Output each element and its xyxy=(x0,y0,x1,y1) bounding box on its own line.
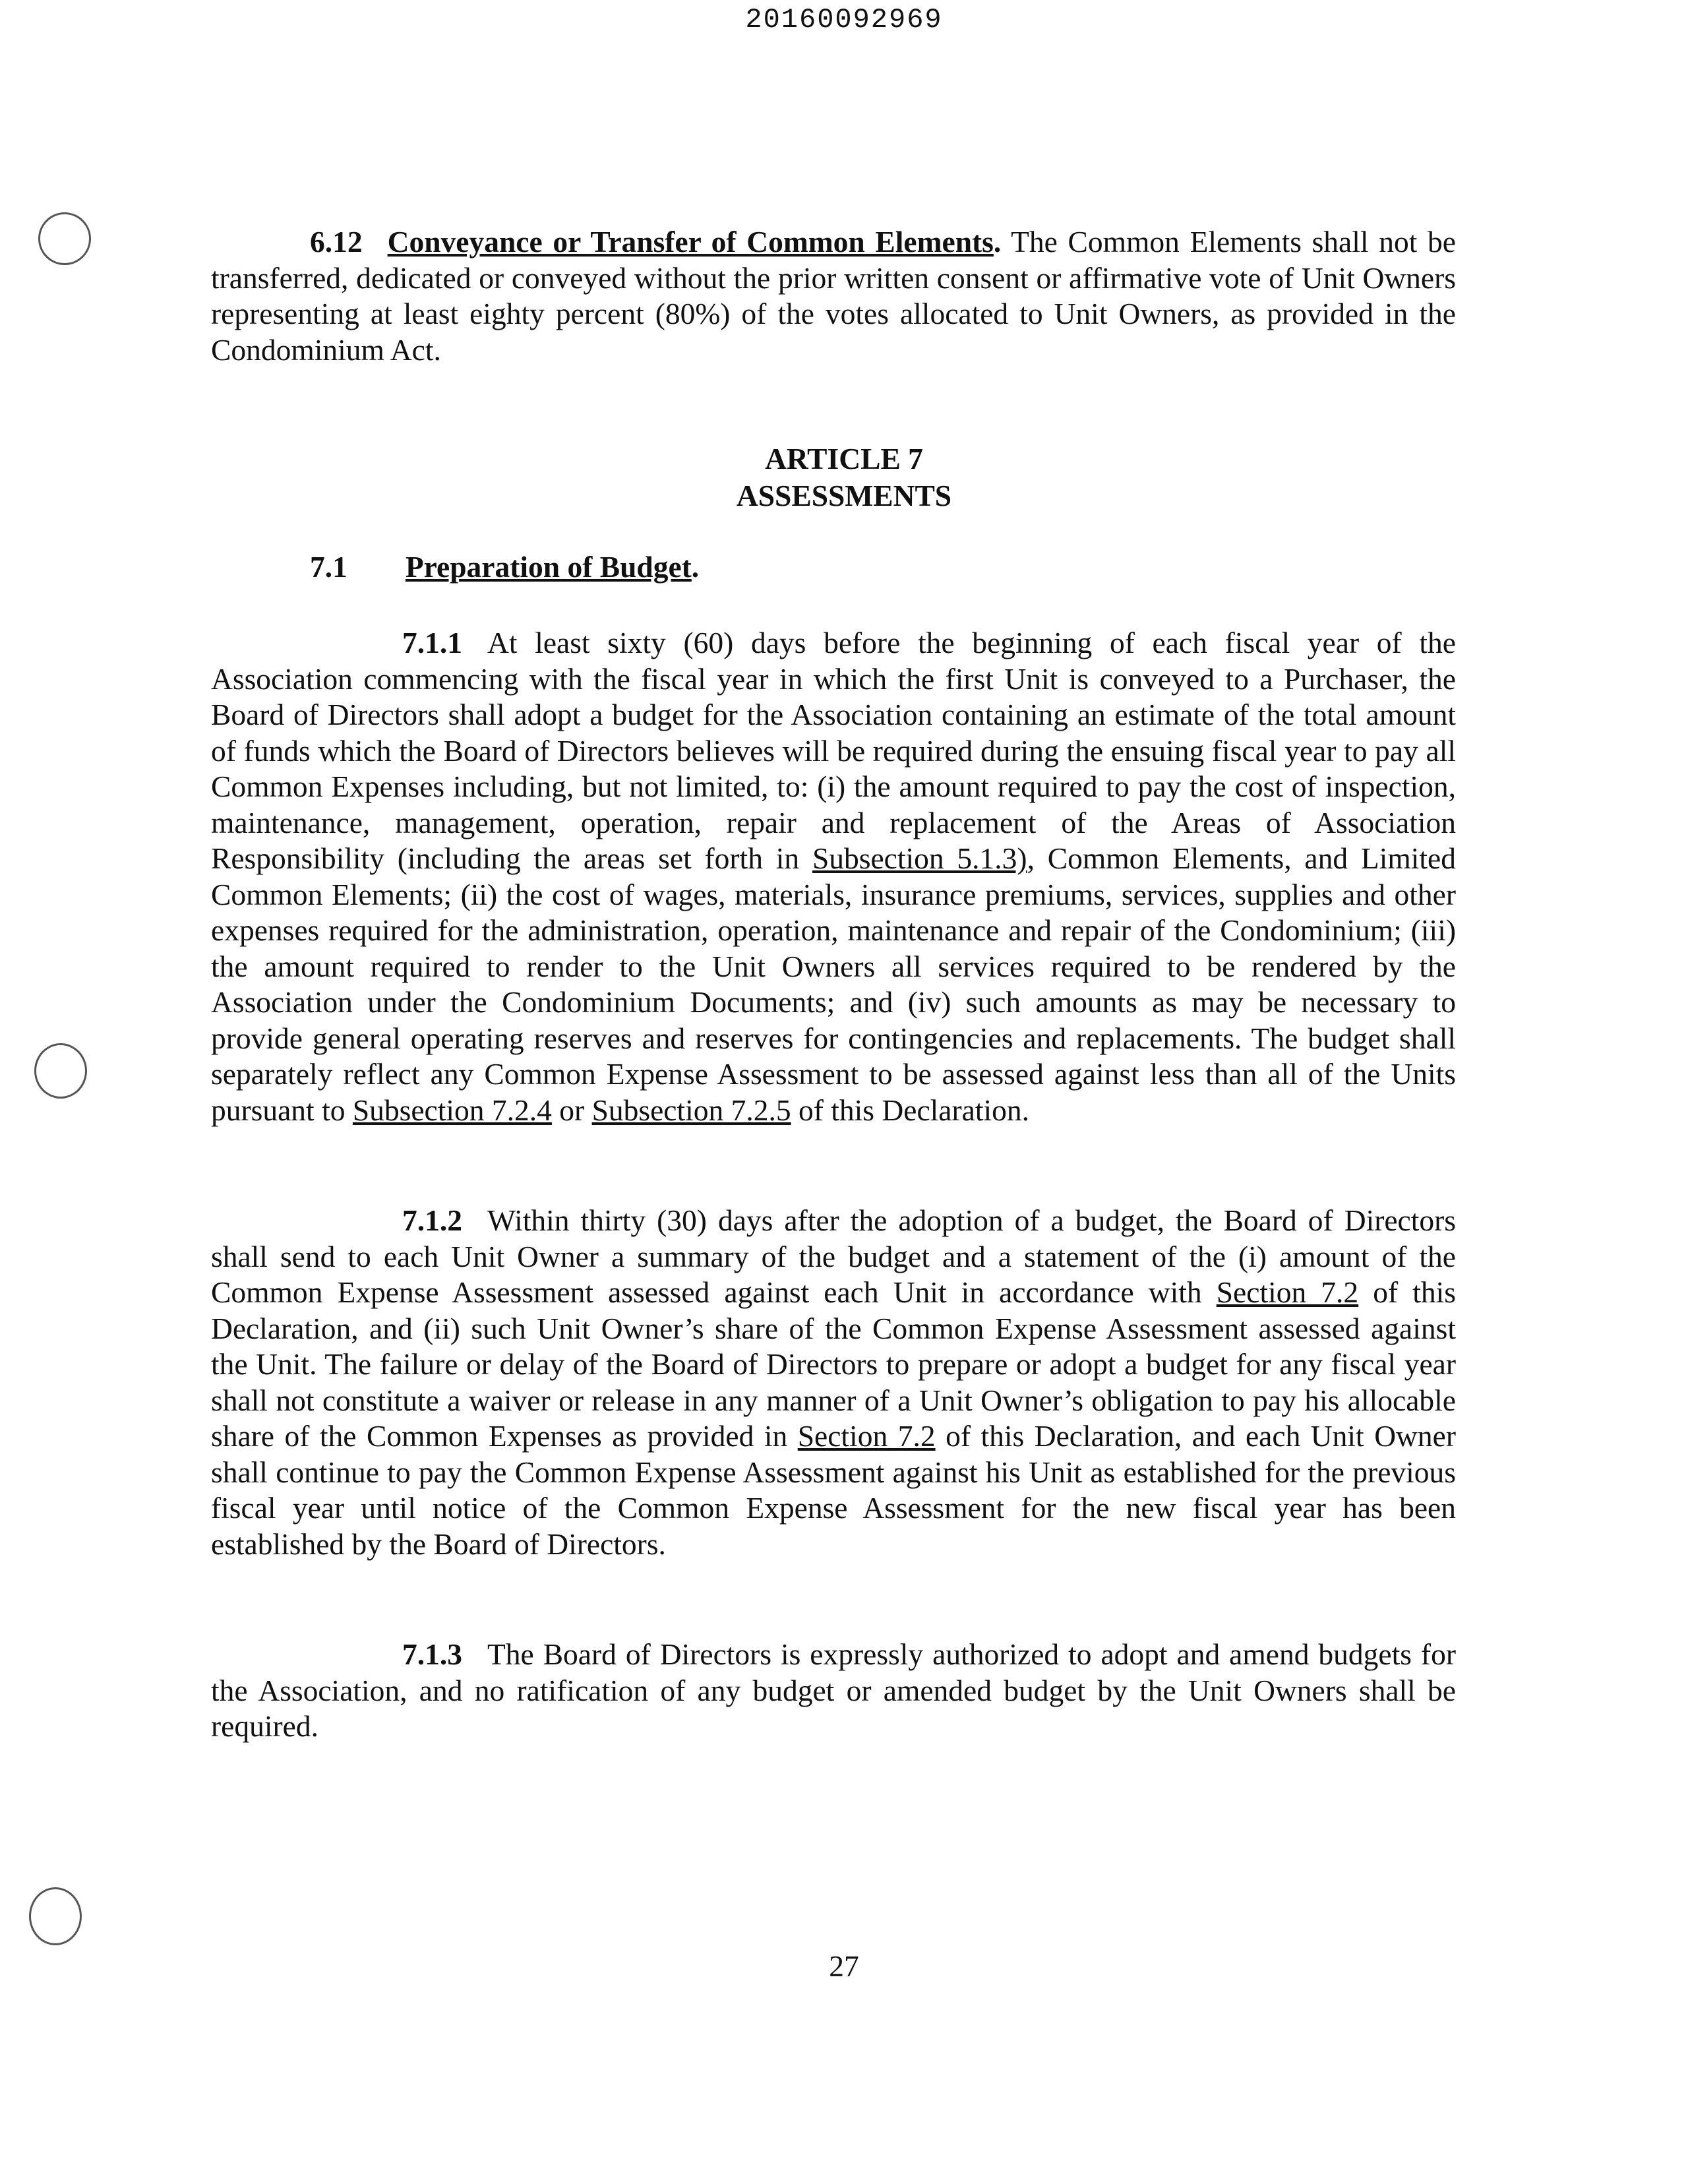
section-number: 7.1 xyxy=(310,550,347,584)
section-body: The Common Elements shall not be transferred, dedicated or conveyed without the prior written consent or affirmative vote of Unit Owners representing at least eighty percent (80%) of the votes allocated to Unit Owners, as provided in the Condominium Act. xyxy=(211,225,1456,367)
section-body-part: At least sixty (60) days before the beginning of each fiscal year of the Association commencing with the fiscal year in which the first Unit is conveyed to a Purchaser, the Board of Directors shall adopt a budget for the Association containing an estimate of the total amount of funds which the Board of Directors believes will be required during the ensuing fiscal year to pay all Common Expenses including, but not limited, to: (i) the amount required to pay the cost of inspection, maintenance, management, operation, repair and replacement of the Areas of Association Responsibility (including the areas set forth in xyxy=(211,626,1456,875)
section-7-1-heading xyxy=(310,549,699,586)
punch-hole-bottom xyxy=(29,1887,82,1945)
section-number: 7.1.2 xyxy=(402,1203,462,1237)
cross-reference: Section 7.2 xyxy=(1216,1275,1359,1309)
cross-reference: Section 7.2 xyxy=(797,1419,936,1453)
section-body-part: of this Declaration, and each Unit Owner shall continue to pay the Common Expense Assessment against his Unit as established for the previous fiscal year until notice of the Common Expense Assessment for the new fiscal year has been established by the Board of Directors. xyxy=(211,1419,1457,1561)
cross-reference: Subsection 7.2.5 xyxy=(591,1093,791,1127)
section-number: 7.1.3 xyxy=(402,1637,462,1671)
document-number: 20160092969 xyxy=(745,4,943,36)
section-title-period: . xyxy=(691,550,700,584)
section-body-part: of this Declaration. xyxy=(791,1093,1029,1127)
section-7-1-2 xyxy=(211,1203,1456,1562)
article-title: ASSESSMENTS xyxy=(736,479,952,512)
section-6-12 xyxy=(211,224,1456,368)
section-body-part: , Common Elements, and Limited Common Elements; (ii) the cost of wages, materials, insurance premiums, services, supplies and other expenses required for the administration, operation, maintenance and repair of the Condominium; (iii) the amount required to render to the Unit Owners all services required to be rendered by the Association under the Condominium Documents; and (iv) such amounts as may be necessary to provide general operating reserves and reserves for contingencies and replacements. The budget shall separately reflect any Common Expense Assessment to be assessed against less than all of the Units pursuant to xyxy=(211,841,1456,1127)
section-title: Preparation of Budget xyxy=(405,550,692,584)
section-7-1-3 xyxy=(211,1637,1456,1745)
section-number: 7.1.1 xyxy=(402,626,462,659)
section-body-part: Within thirty (30) days after the adoption of a budget, the Board of Directors shall send to each Unit Owner a summary of the budget and a statement of the (i) amount of the Common Expense Assessment assessed against each Unit in accordance with xyxy=(211,1203,1456,1309)
section-body-part: or xyxy=(551,1093,592,1127)
cross-reference: Subsection 7.2.4 xyxy=(352,1093,552,1127)
section-body-part: of this Declaration, and (ii) such Unit Owner’s share of the Common Expense Assessment assessed against the Unit. The failure or delay of the Board of Directors to prepare or adopt a budget for any fiscal year shall not constitute a waiver or release in any manner of a Unit Owner’s obligation to pay his allocable share of the Common Expenses as provided in xyxy=(211,1275,1456,1453)
article-heading xyxy=(0,440,1688,514)
section-body: The Board of Directors is expressly authorized to adopt and amend budgets for the Association, and no ratification of any budget or amended budget by the Unit Owners shall be required. xyxy=(211,1637,1456,1743)
article-number: ARTICLE 7 xyxy=(765,442,923,475)
punch-hole-middle xyxy=(34,1043,87,1099)
cross-reference: Subsection 5.1.3) xyxy=(812,841,1027,875)
page-number: 27 xyxy=(829,1949,859,1983)
section-7-1-1 xyxy=(211,625,1456,1128)
section-title-period: . xyxy=(993,225,1002,258)
punch-hole-top xyxy=(38,212,91,265)
section-title: Conveyance or Transfer of Common Elements xyxy=(387,225,994,258)
section-number: 6.12 xyxy=(310,225,363,258)
